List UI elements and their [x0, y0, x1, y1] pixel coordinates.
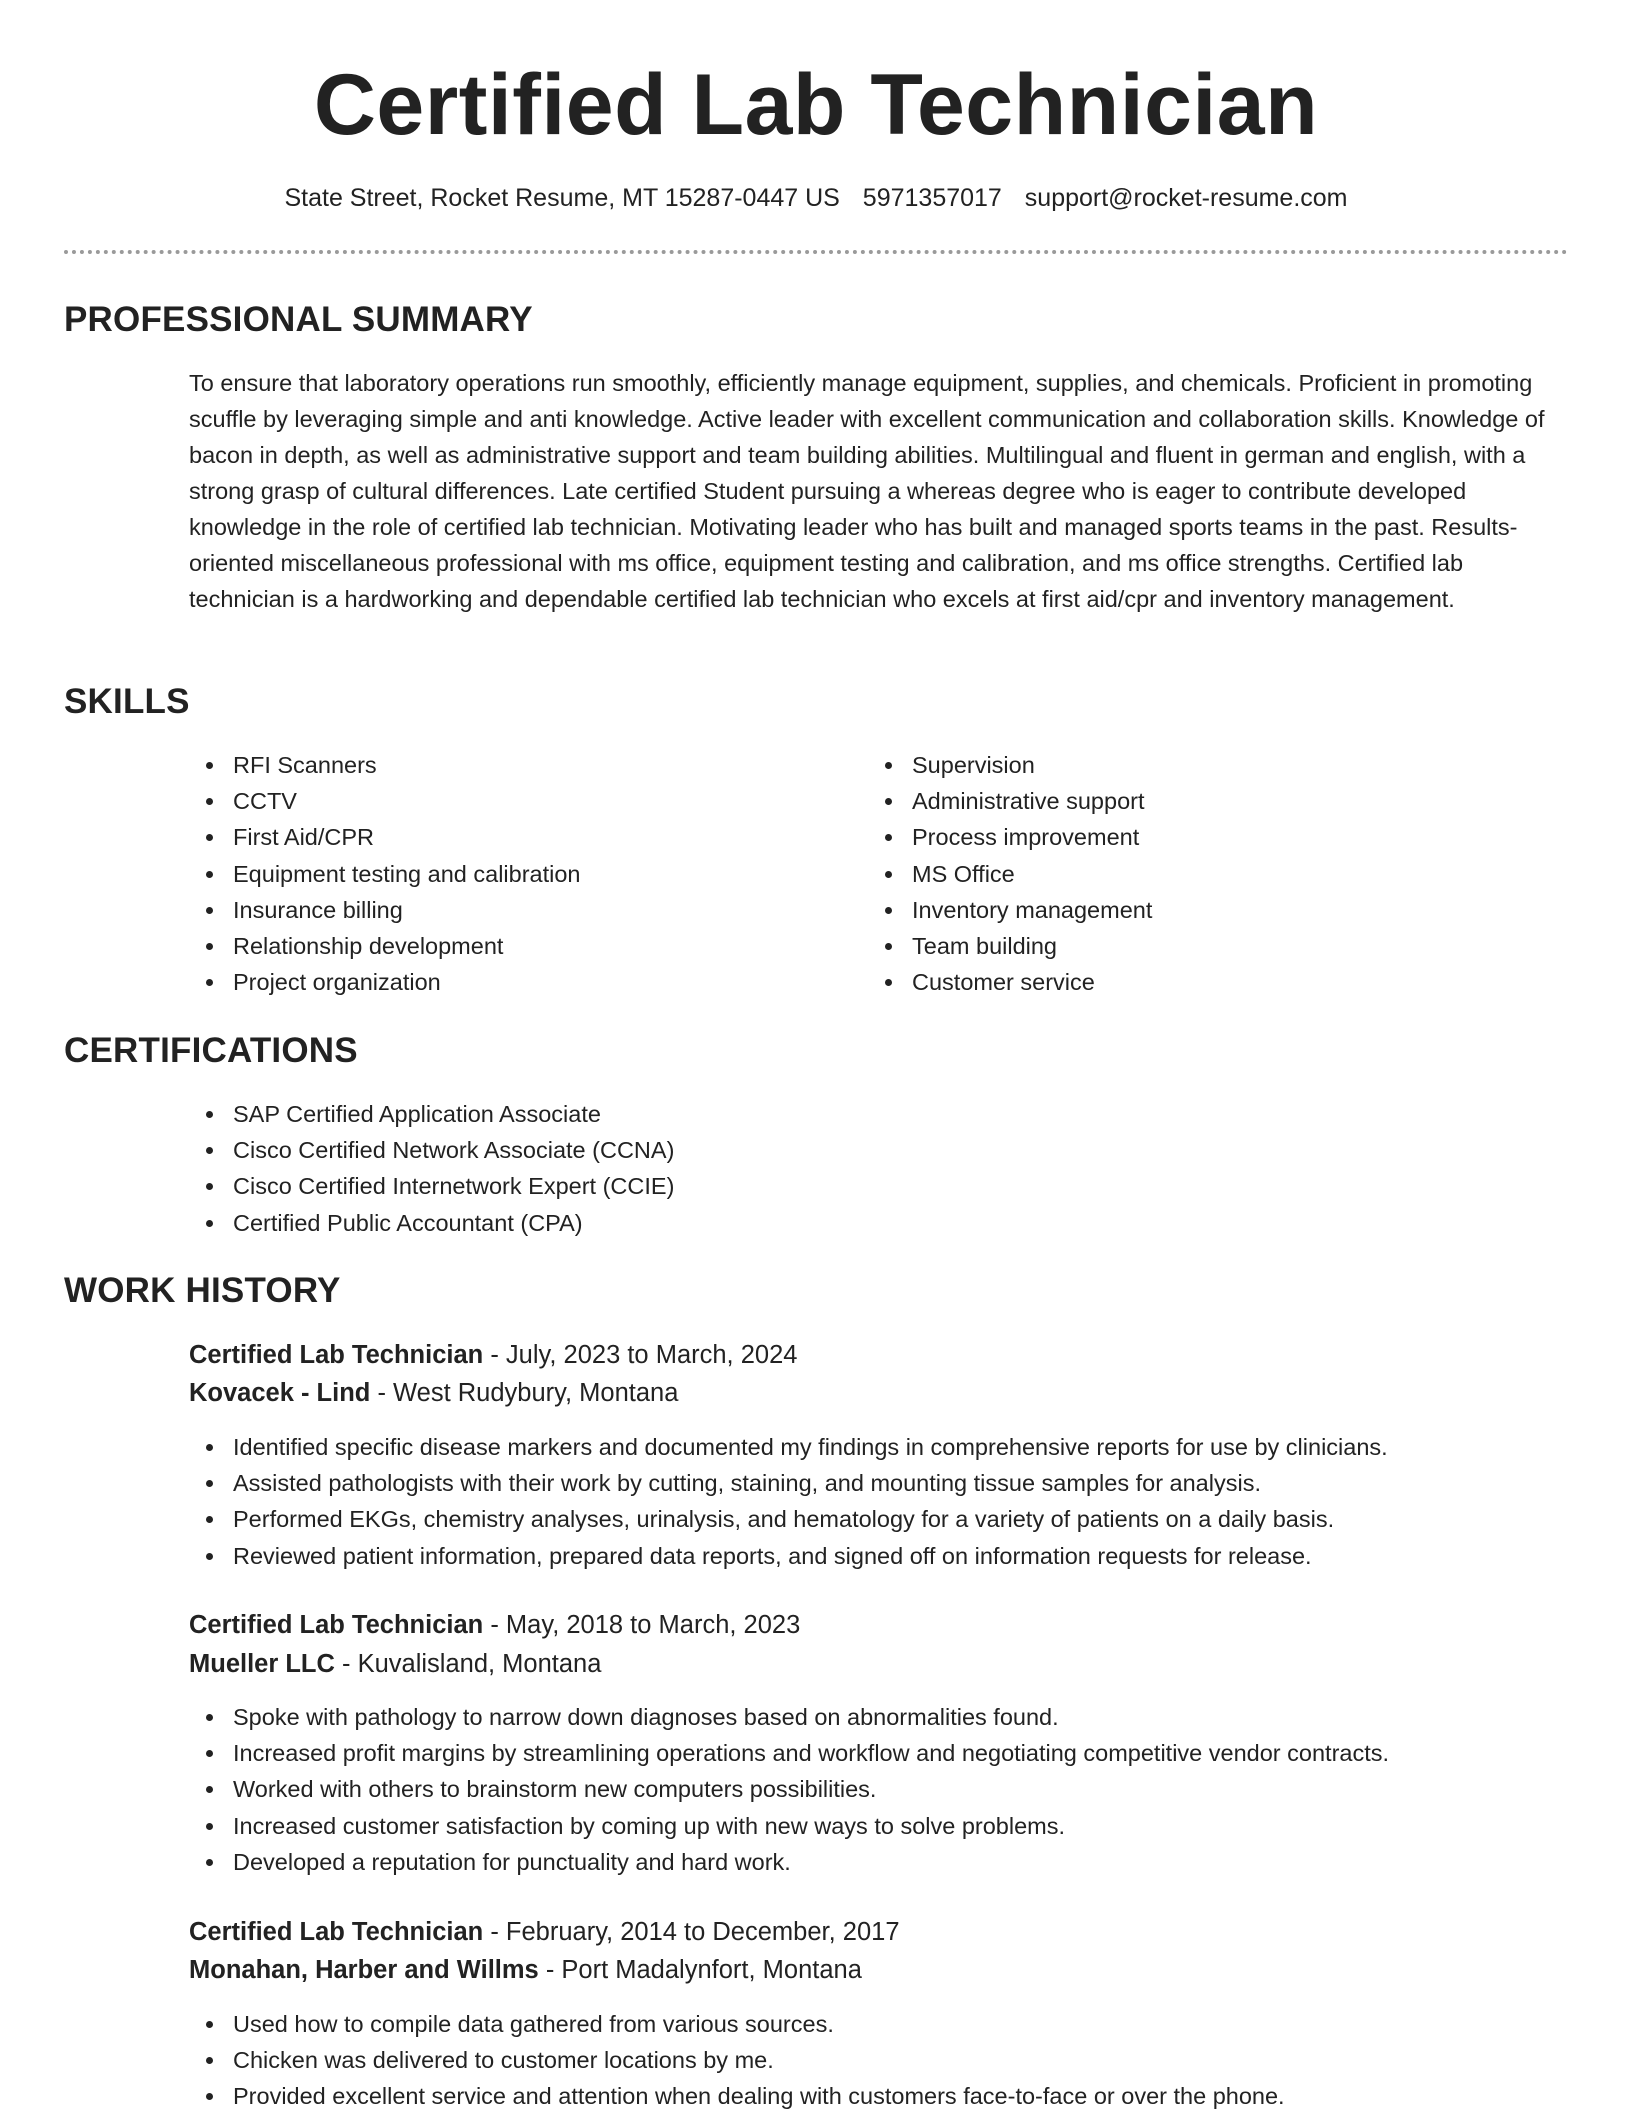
job-location: - Port Madalynfort, Montana: [538, 1956, 862, 1984]
job-bullet: Used how to compile data gathered from various sources.: [189, 2006, 1285, 2042]
job-bullet: Reviewed patient information, prepared data reports, and signed off on information requests for release.: [189, 1538, 1388, 1574]
work-history-heading: WORK HISTORY: [64, 1271, 341, 1310]
job-bullet: Developed a reputation for punctuality and hard work.: [189, 1844, 1389, 1880]
job-bullet: Performed EKGs, chemistry analyses, urinalysis, and hematology for a variety of patients on a daily basis.: [189, 1501, 1388, 1537]
summary-heading: PROFESSIONAL SUMMARY: [64, 300, 533, 339]
certifications-list: [189, 1096, 674, 1241]
job-location: - Kuvalisland, Montana: [334, 1650, 602, 1678]
job-title-line: [189, 1606, 800, 1644]
header-divider: [64, 250, 1568, 254]
job-bullet: Spoke with pathology to narrow down diagnoses based on abnormalities found.: [189, 1699, 1389, 1735]
job-bullets: [189, 1699, 1389, 1880]
job-role: Certified Lab Technician: [189, 1611, 484, 1639]
skill-item: Administrative support: [868, 783, 1152, 819]
job-company-line: [189, 1374, 678, 1412]
skill-item: MS Office: [868, 856, 1152, 892]
job-company-line: [189, 1951, 862, 1989]
resume-name: Certified Lab Technician: [313, 57, 1319, 153]
contact-line: [0, 180, 1632, 216]
contact-email[interactable]: support@rocket-resume.com: [1024, 184, 1348, 212]
skill-item: CCTV: [189, 783, 581, 819]
job-title-line: [189, 1336, 797, 1374]
job-role: Certified Lab Technician: [189, 1918, 484, 1946]
skill-item: Process improvement: [868, 819, 1152, 855]
skill-item: Equipment testing and calibration: [189, 856, 581, 892]
job-dates: - May, 2018 to March, 2023: [483, 1611, 801, 1639]
job-location: - West Rudybury, Montana: [370, 1379, 679, 1407]
job-company: Mueller LLC: [189, 1650, 335, 1678]
job-role: Certified Lab Technician: [189, 1341, 484, 1369]
job-bullet: Chicken was delivered to customer locations by me.: [189, 2042, 1285, 2078]
skill-item: Customer service: [868, 964, 1152, 1000]
job-title-line: [189, 1913, 900, 1951]
job-dates: - February, 2014 to December, 2017: [483, 1918, 900, 1946]
job-bullet: Identified specific disease markers and documented my findings in comprehensive reports for use by clinicians.: [189, 1429, 1388, 1465]
job-company: Monahan, Harber and Willms: [189, 1956, 539, 1984]
certification-item: Cisco Certified Internetwork Expert (CCIE): [189, 1168, 674, 1204]
job-bullet: Provided excellent service and attention when dealing with customers face-to-face or over the phone.: [189, 2078, 1285, 2114]
contact-address: State Street, Rocket Resume, MT 15287-0447 US: [284, 184, 840, 212]
skill-item: First Aid/CPR: [189, 819, 581, 855]
job-bullets: [189, 1429, 1388, 1574]
skills-list-left: [189, 747, 581, 1000]
skills-heading: SKILLS: [64, 682, 190, 721]
skill-item: Insurance billing: [189, 892, 581, 928]
skill-item: RFI Scanners: [189, 747, 581, 783]
certification-item: Certified Public Accountant (CPA): [189, 1205, 674, 1241]
skill-item: Project organization: [189, 964, 581, 1000]
job-bullet: Assisted pathologists with their work by cutting, staining, and mounting tissue samples for analysis.: [189, 1465, 1388, 1501]
certification-item: Cisco Certified Network Associate (CCNA): [189, 1132, 674, 1168]
job-company-line: [189, 1645, 601, 1683]
contact-phone: 5971357017: [862, 184, 1002, 212]
job-bullet: Increased profit margins by streamlining operations and workflow and negotiating competitive vendor contracts.: [189, 1735, 1389, 1771]
summary-text: To ensure that laboratory operations run smoothly, efficiently manage equipment, supplies, and chemicals. Proficient in promoting scuffle by leveraging simple and anti knowledge. Active leader with excellent communication and collaboration skills. Knowledge of bacon in depth, as well as administrative support and team building abilities. Multilingual and fluent in german and english, with a strong grasp of cultural differences. Late certified Student pursuing a whereas degree who is eager to contribute developed knowledge in the role of certified lab technician. Motivating leader who has built and managed sports teams in the past. Results-oriented miscellaneous professional with ms office, equipment testing and calibration, and ms office strengths. Certified lab technician is a hardworking and dependable certified lab technician who excels at first aid/cpr and inventory management.: [189, 370, 1545, 612]
skill-item: Relationship development: [189, 928, 581, 964]
skills-list-right: [868, 747, 1152, 1000]
job-bullet: Worked with others to brainstorm new computers possibilities.: [189, 1771, 1389, 1807]
job-bullet: Increased customer satisfaction by coming up with new ways to solve problems.: [189, 1808, 1389, 1844]
job-bullets: [189, 2006, 1285, 2115]
skill-item: Team building: [868, 928, 1152, 964]
skill-item: Supervision: [868, 747, 1152, 783]
skill-item: Inventory management: [868, 892, 1152, 928]
certification-item: SAP Certified Application Associate: [189, 1096, 674, 1132]
job-company: Kovacek - Lind: [189, 1379, 371, 1407]
certifications-heading: CERTIFICATIONS: [64, 1031, 358, 1070]
job-dates: - July, 2023 to March, 2024: [483, 1341, 798, 1369]
